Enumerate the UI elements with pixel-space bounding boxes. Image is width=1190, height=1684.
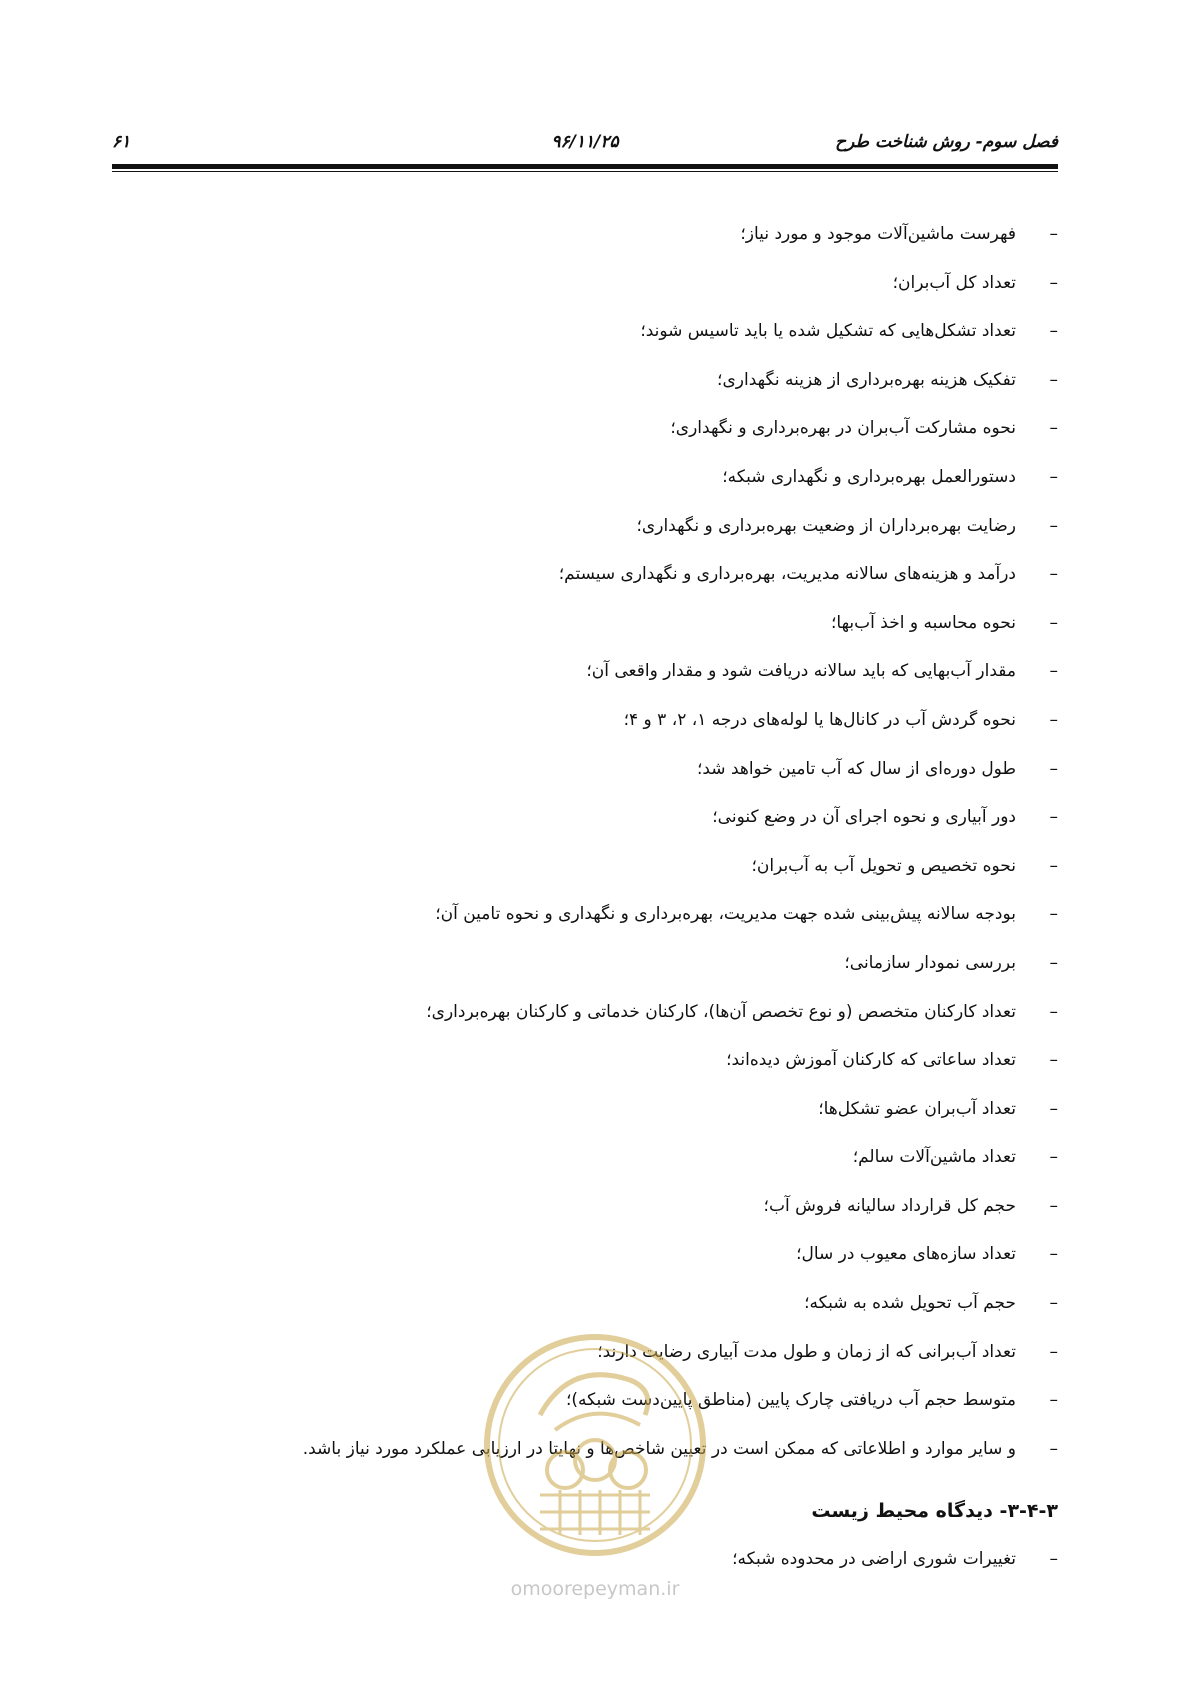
bullet-dash: – [1049,515,1058,536]
list-item [150,453,1058,502]
list-item-text: حجم آب تحویل شده به شبکه؛ [804,1293,1016,1314]
list-item [150,307,1058,356]
chapter-title: فصل سوم- روش شناخت طرح [835,132,1058,152]
list-item [150,550,1058,599]
bullet-dash: – [1049,418,1058,439]
bullet-dash: – [1049,758,1058,779]
bullet-dash: – [1049,224,1058,244]
list-item-text: نحوه محاسبه و اخذ آب‌بها؛ [831,612,1016,633]
list-item-text: تعداد آب‌برانی که از زمان و طول مدت آبیاری رضایت دارند؛ [597,1341,1016,1362]
header-rule-thick [112,164,1058,169]
list-item [150,890,1058,939]
list-item-text: نحوه تخصیص و تحویل آب به آب‌بران؛ [751,855,1016,876]
list-item [150,696,1058,745]
watermark-url: omoorepeyman.ir [510,1578,680,1600]
bullet-dash: – [1049,1098,1058,1119]
bullet-dash: – [1049,1244,1058,1265]
list-item-text: درآمد و هزینه‌های سالانه مدیریت، بهره‌برداری و نگهداری سیستم؛ [558,564,1016,585]
list-item-text: فهرست ماشین‌آلات موجود و مورد نیاز؛ [740,224,1016,244]
bullet-dash: – [1049,1050,1058,1071]
bullet-dash: – [1049,272,1058,293]
list-item-text: و سایر موارد و اطلاعاتی که ممکن است در تعیین شاخص‌ها و نهایتا در ارزیابی عملکرد مورد نیاز باشد. [302,1438,1016,1459]
list-item-text: طول دوره‌ای از سال که آب تامین خواهد شد؛ [696,758,1016,779]
list-item-text: تعداد تشکل‌هایی که تشکیل شده یا باید تاسیس شوند؛ [640,321,1016,342]
bullet-dash: – [1049,1390,1058,1411]
bullet-dash: – [1049,709,1058,730]
list-item-text: تعداد سازه‌های معیوب در سال؛ [796,1244,1016,1265]
list-item [150,210,1058,259]
list-item-text: حجم کل قرارداد سالیانه فروش آب؛ [763,1195,1016,1216]
list-item-text: بودجه سالانه پیش‌بینی شده جهت مدیریت، بهره‌برداری و نگهداری و نحوه تامین آن؛ [435,904,1016,925]
list-item-text: متوسط حجم آب دریافتی چارک پایین (مناطق پایین‌دست شبکه)؛ [566,1390,1016,1411]
list-item-text: رضایت بهره‌برداران از وضعیت بهره‌برداری و نگهداری؛ [636,515,1016,536]
list-item [150,1036,1058,1085]
list-item [150,599,1058,648]
list-item-text: تفکیک هزینه بهره‌برداری از هزینه نگهداری؛ [717,369,1016,390]
list-item-text: تعداد کل آب‌بران؛ [892,272,1016,293]
list-item-text: بررسی نمودار سازمانی؛ [844,952,1016,973]
bullet-dash: – [1049,612,1058,633]
bullet-dash: – [1049,321,1058,342]
list-item [150,793,1058,842]
list-item [150,988,1058,1037]
bullet-dash: – [1049,952,1058,973]
header-date: ۹۶/۱۱/۲۵ [551,132,619,152]
list-item-text: مقدار آب‌بهایی که باید سالانه دریافت شود و مقدار واقعی آن؛ [586,661,1016,682]
list-item-text: تعداد ماشین‌آلات سالم؛ [852,1147,1016,1168]
section-heading: ۳-۴-۳- دیدگاه محیط زیست [811,1500,1058,1523]
bullet-dash: – [1049,1195,1058,1216]
list-item [150,1133,1058,1182]
bullet-dash: – [1049,564,1058,585]
list-item-text: دور آبیاری و نحوه اجرای آن در وضع کنونی؛ [712,807,1016,828]
bullet-dash: – [1049,1438,1058,1459]
list-item [150,939,1058,988]
bullet-dash: – [1049,369,1058,390]
list-item [150,259,1058,308]
bullet-dash: – [1049,807,1058,828]
list-item [150,842,1058,891]
bullet-dash: – [1049,1001,1058,1022]
page-number: ۶۱ [112,132,131,152]
list-item-text: نحوه مشارکت آب‌بران در بهره‌برداری و نگهداری؛ [670,418,1016,439]
bullet-dash: – [1049,1147,1058,1168]
list-item [150,647,1058,696]
page-header [112,128,1058,158]
list-item-text: دستورالعمل بهره‌برداری و نگهداری شبکه؛ [722,466,1016,487]
list-item-text: نحوه گردش آب در کانال‌ها یا لوله‌های درجه ۱، ۲، ۳ و ۴؛ [623,709,1016,730]
header-rule-thin [112,171,1058,172]
bullet-dash: – [1049,466,1058,487]
list-item-text: تعداد آب‌بران عضو تشکل‌ها؛ [818,1098,1016,1119]
bullet-dash: – [1049,1293,1058,1314]
list-item [150,404,1058,453]
bullet-dash: – [1049,661,1058,682]
watermark-logo [480,1320,710,1610]
bullet-dash: – [1049,904,1058,925]
list-item [150,356,1058,405]
bullet-dash: – [1049,855,1058,876]
list-item [150,1085,1058,1134]
watermark-seal-icon [480,1320,710,1570]
list-item [150,1230,1058,1279]
indicator-list [150,210,1058,1473]
list-item [150,745,1058,794]
list-item [150,502,1058,551]
list-item-text: تعداد ساعاتی که کارکنان آموزش دیده‌اند؛ [726,1050,1016,1071]
bullet-dash: – [1049,1341,1058,1362]
list-item [150,1182,1058,1231]
list-item-text: تعداد کارکنان متخصص (و نوع تخصص آن‌ها)، کارکنان خدماتی و کارکنان بهره‌برداری؛ [426,1001,1016,1022]
list-item-text: تغییرات شوری اراضی در محدوده شبکه؛ [732,1549,1016,1570]
bullet-dash: – [1049,1549,1058,1570]
